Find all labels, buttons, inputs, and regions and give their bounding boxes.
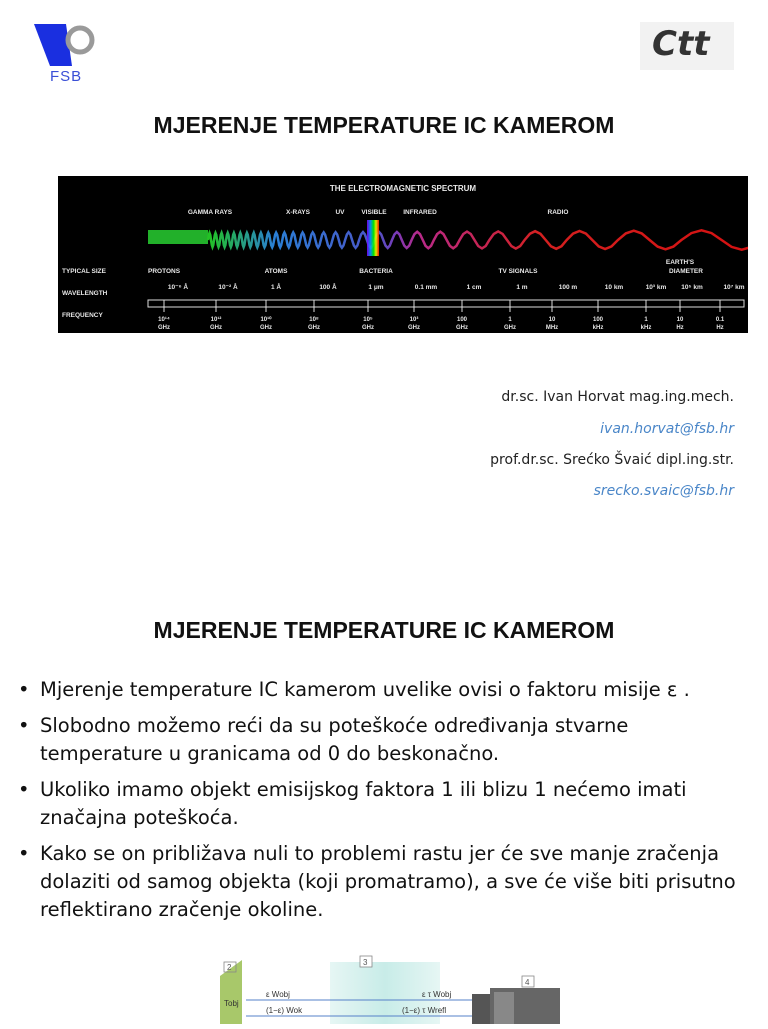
frequency-unit: kHz (640, 325, 652, 331)
frequency-unit: GHz (408, 325, 420, 331)
wavelength-label: 10 km (604, 284, 624, 291)
frequency-value: 10¹⁰ (260, 317, 272, 323)
ctt-logo-text: Ctt (652, 24, 710, 64)
frequency-unit: GHz (456, 325, 468, 331)
band-label: X-RAYS (286, 209, 310, 216)
typical-size-label: ATOMS (264, 268, 288, 275)
frequency-value: 1 (644, 317, 648, 323)
bullet-item: • Kako se on približava nuli to problemi rastu jer će sve manje zračenja dolaziti od samog objekta (koji promatramo), a sve će više biti prisutno reflektirano zračenje okoline. (18, 842, 736, 921)
fsb-logo-text: FSB (50, 68, 83, 85)
wavelength-label: 10³ km (645, 284, 667, 291)
slide-title: MJERENJE TEMPERATURE IC KAMEROM (153, 112, 615, 138)
frequency-unit: MHz (545, 325, 559, 331)
wavelength-label: 100 Å (319, 284, 337, 291)
bullet-item: • Ukoliko imamo objekt emisijskog faktora 1 ili blizu 1 nećemo imati značajna poteškoća. (18, 778, 687, 829)
wavelength-label: 1 cm (466, 284, 482, 291)
ctt-logo (640, 22, 734, 70)
object-label: Tobj (224, 999, 239, 1008)
bullet-dot: • (18, 842, 30, 865)
wavelength-label: 0.1 mm (414, 284, 438, 291)
wavelength-label: 1 Å (270, 284, 282, 291)
frequency-value: 1 (508, 317, 512, 323)
frequency-value: 10⁵ (363, 317, 373, 323)
typical-size-label: EARTH'S (665, 259, 695, 266)
band-label: VISIBLE (361, 209, 387, 216)
bullet-dot: • (18, 678, 30, 701)
frequency-value: 10¹⁴ (158, 317, 170, 323)
typical-size-label: DIAMETER (669, 268, 703, 275)
frequency-value: 0.1 (715, 317, 725, 323)
author-name: prof.dr.sc. Srećko Švaić dipl.ing.str. (490, 452, 734, 468)
frequency-value: 10 (548, 317, 556, 323)
formula-label: ε τ Wobj (422, 990, 452, 999)
measurement-diagram (190, 948, 580, 1024)
frequency-value: 10⁸ (309, 317, 319, 323)
frequency-unit: GHz (308, 325, 320, 331)
typical-size-label: TV SIGNALS (498, 268, 538, 275)
author-email-link[interactable]: srecko.svaic@fsb.hr (593, 483, 734, 499)
band-label: GAMMA RAYS (187, 209, 233, 216)
frequency-unit: Hz (716, 325, 724, 331)
wavelength-label: 100 m (558, 284, 578, 291)
frequency-value: 10 (676, 317, 684, 323)
frequency-value: 10¹² (210, 317, 222, 323)
frequency-unit: GHz (260, 325, 272, 331)
electromagnetic-spectrum-image (58, 176, 748, 333)
row-label: WAVELENGTH (62, 290, 108, 297)
frequency-unit: GHz (210, 325, 222, 331)
box-label: 2 (227, 963, 232, 972)
bullet-item: • Slobodno možemo reći da su poteškoće određivanja stvarne temperature u granicama od 0 do beskonačno. (18, 714, 629, 765)
frequency-unit: GHz (362, 325, 374, 331)
box-label: 4 (525, 978, 530, 987)
bullet-dot: • (18, 714, 30, 737)
band-label: INFRARED (403, 209, 437, 216)
band-label: UV (335, 209, 345, 216)
frequency-unit: GHz (158, 325, 170, 331)
bullet-list (18, 676, 748, 932)
typical-size-label: PROTONS (148, 268, 181, 275)
row-label: TYPICAL SIZE (62, 268, 106, 275)
box-label: 3 (363, 958, 368, 967)
row-label: FREQUENCY (62, 312, 103, 319)
band-label: RADIO (547, 209, 569, 216)
author-email-link[interactable]: ivan.horvat@fsb.hr (600, 421, 734, 437)
wavelength-label: 1 μm (368, 284, 384, 291)
wavelength-label: 1 m (516, 284, 528, 291)
frequency-unit: GHz (504, 325, 516, 331)
author-name: dr.sc. Ivan Horvat mag.ing.mech. (501, 389, 734, 405)
spectrum-title: THE ELECTROMAGNETIC SPECTRUM (329, 184, 477, 193)
wavelength-label: 10⁻⁶ Å (167, 284, 189, 291)
bullet-dot: • (18, 778, 30, 801)
formula-label: ε Wobj (266, 990, 290, 999)
frequency-value: 10³ (409, 317, 419, 323)
bullet-item: • Mjerenje temperature IC kamerom uvelike ovisi o faktoru misije ε . (18, 676, 748, 704)
frequency-value: 100 (592, 317, 604, 323)
frequency-unit: Hz (676, 325, 684, 331)
wavelength-label: 10⁻² Å (218, 284, 238, 291)
frequency-unit: kHz (592, 325, 604, 331)
wavelength-label: 10⁷ km (723, 284, 745, 291)
frequency-value: 100 (456, 317, 468, 323)
slide-title: MJERENJE TEMPERATURE IC KAMEROM (153, 617, 615, 643)
formula-label: (1−ε) τ Wrefl (402, 1006, 447, 1015)
formula-label: (1−ε) Wok (266, 1006, 303, 1015)
wavelength-label: 10⁵ km (681, 284, 703, 291)
typical-size-label: BACTERIA (359, 268, 393, 275)
